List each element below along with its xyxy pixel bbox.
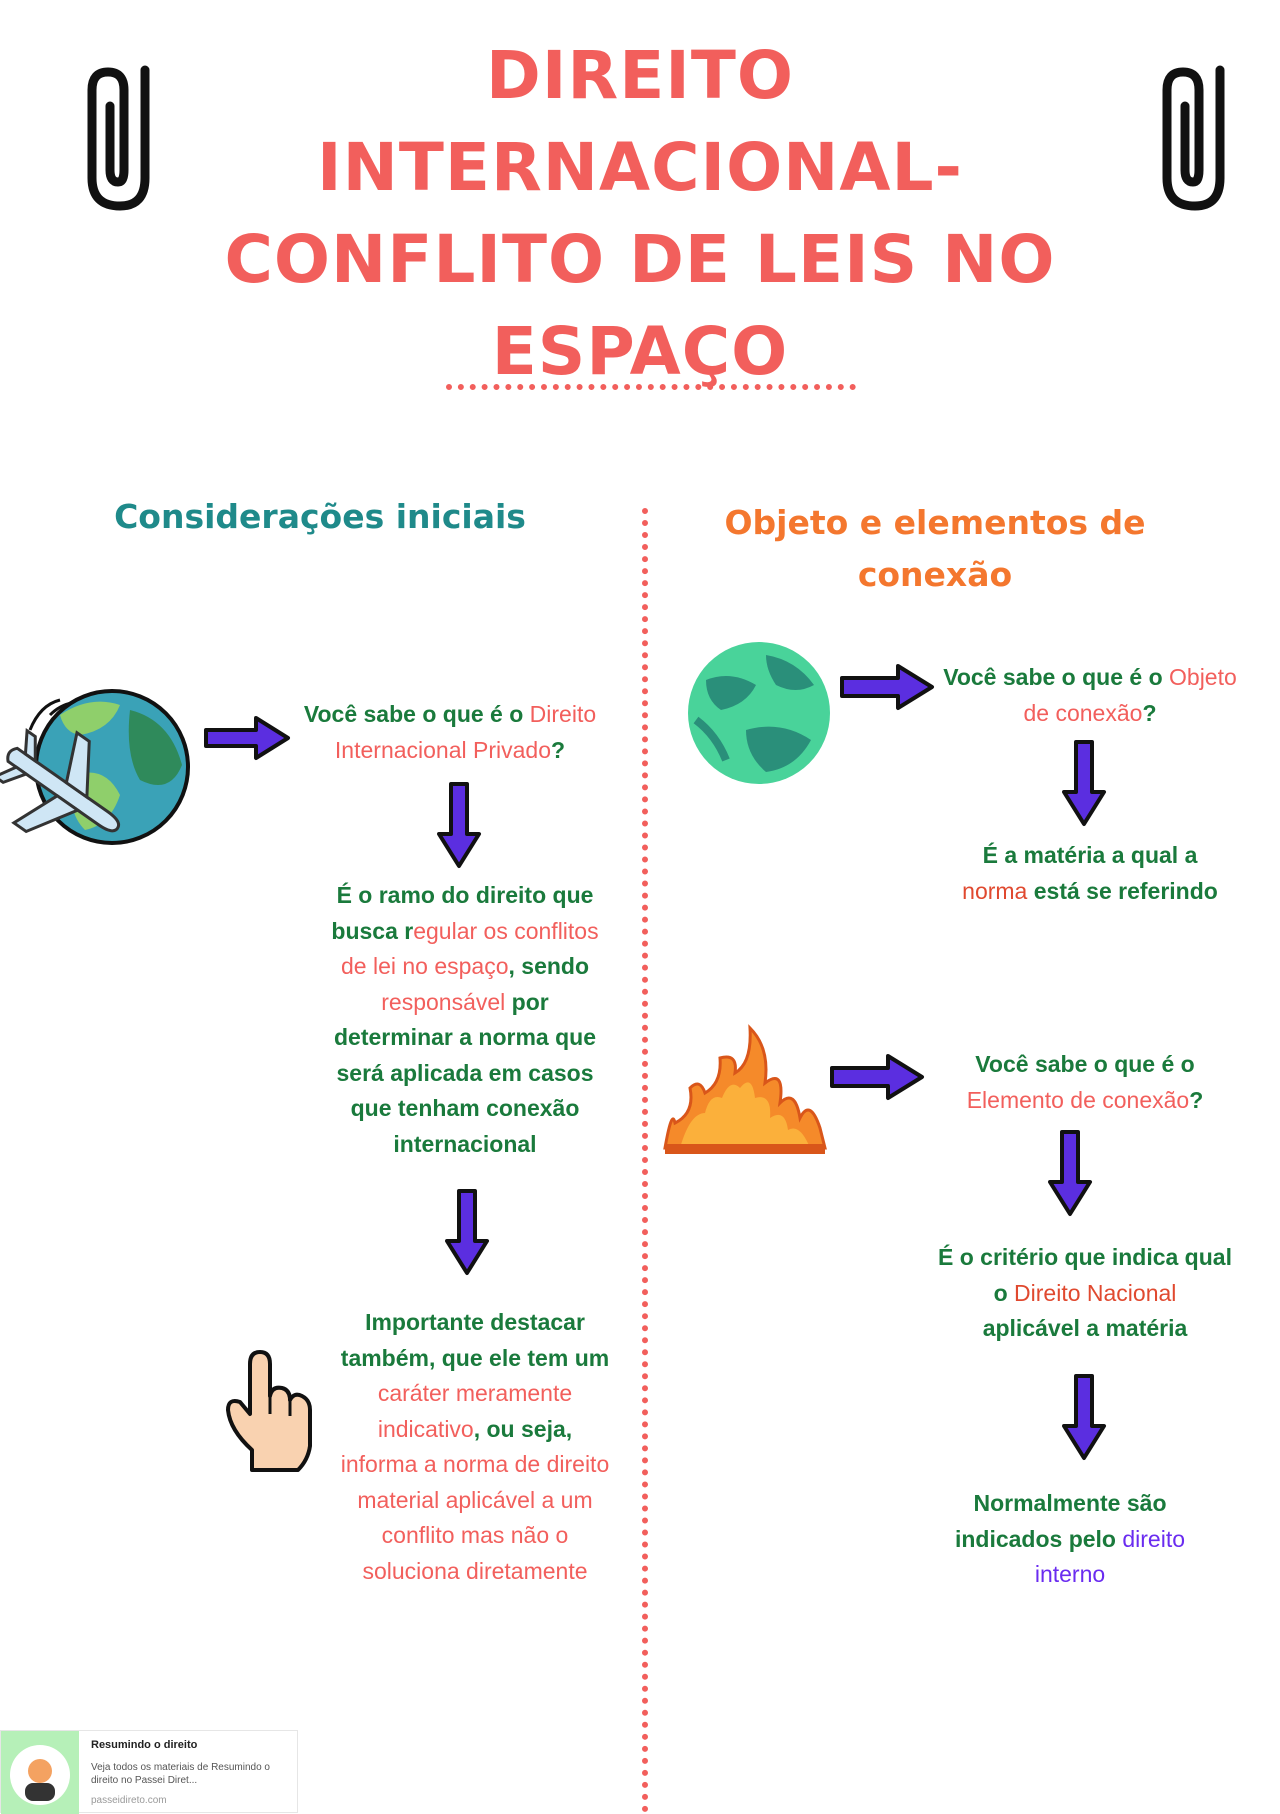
highlight: de conexão <box>1023 699 1143 726</box>
question-elemento <box>930 1047 1240 1118</box>
source-url: passeidireto.com <box>91 1795 167 1806</box>
globe-airplane-icon <box>0 685 195 870</box>
highlight: Objeto <box>1169 664 1237 690</box>
text-line <box>925 660 1255 696</box>
highlight: Direito Nacional <box>1014 1279 1177 1306</box>
highlight: norma <box>962 877 1028 904</box>
answer-objeto <box>930 838 1250 909</box>
text-line: interno <box>1034 1561 1106 1587</box>
text-line: É o ramo do direito que <box>336 882 594 908</box>
text-line: É o critério que indica qual <box>938 1244 1232 1270</box>
text-line <box>300 985 630 1021</box>
highlight: de lei no espaço <box>340 953 509 979</box>
text-line <box>920 1522 1220 1558</box>
heading-line: conexão <box>857 555 1013 594</box>
highlight: direito <box>1122 1525 1186 1552</box>
text: busca r <box>331 917 414 944</box>
text: Você sabe o que é o <box>303 701 530 727</box>
text-line: determinar a norma que <box>333 1024 597 1050</box>
question-objeto <box>925 660 1255 731</box>
text-line: internacional <box>393 1130 537 1157</box>
answer-dip <box>300 878 630 1162</box>
text: Você sabe o que é o <box>943 664 1170 690</box>
title-underline <box>446 384 856 390</box>
source-title: Resumindo o direito <box>91 1739 198 1751</box>
text-line: aplicável a matéria <box>982 1315 1188 1341</box>
text-line: também, que ele tem um <box>340 1344 610 1371</box>
page-title <box>220 30 1060 398</box>
title-line: ESPAÇO <box>491 313 789 390</box>
title-line: INTERNACIONAL- <box>317 129 963 206</box>
text: por <box>505 988 549 1015</box>
arrow-down-icon <box>1044 1128 1096 1220</box>
arrow-right-icon <box>838 660 938 715</box>
text-line: caráter meramente <box>377 1380 573 1406</box>
highlight: Direito <box>529 701 597 727</box>
text-line: conflito mas não o <box>381 1522 569 1548</box>
text: , ou seja, <box>473 1415 573 1442</box>
highlight: Internacional Privado <box>334 736 551 763</box>
answer-importante <box>315 1305 635 1589</box>
title-line: DIREITO <box>486 37 794 114</box>
source-card[interactable] <box>0 1730 298 1813</box>
text-line: É a matéria a qual a <box>982 842 1198 868</box>
heading-line: Objeto e elementos de <box>724 503 1146 542</box>
text-line: Normalmente são <box>973 1490 1167 1516</box>
column-divider <box>642 508 648 1813</box>
question-dip <box>280 697 620 768</box>
heading-consideracoes: Considerações iniciais <box>114 497 526 536</box>
arrow-down-icon <box>1058 738 1110 830</box>
text-line <box>280 733 620 769</box>
paperclip-icon <box>1155 60 1240 215</box>
text: o <box>993 1279 1015 1306</box>
text-line: será aplicada em casos <box>336 1059 594 1086</box>
source-thumbnail <box>1 1731 79 1814</box>
text: , sendo <box>508 953 590 979</box>
highlight: Elemento de conexão <box>966 1086 1190 1113</box>
answer-normalmente <box>920 1486 1220 1593</box>
source-description: Veja todos os materiais de Resumindo o direito no Passei Diret... <box>91 1762 270 1786</box>
answer-elemento <box>925 1240 1245 1347</box>
text-line: material aplicável a um <box>357 1486 593 1513</box>
text-line: Você sabe o que é o <box>975 1051 1195 1077</box>
text-line <box>315 1412 635 1448</box>
highlight: egular os conflitos <box>413 917 599 944</box>
highlight: indicativo <box>377 1415 474 1442</box>
arrow-down-icon <box>441 1187 493 1279</box>
text-line: que tenham conexão <box>350 1095 580 1121</box>
text-line <box>300 949 630 985</box>
highlight: responsável <box>381 988 506 1015</box>
text-line <box>280 697 620 733</box>
title-line: CONFLITO DE LEIS NO <box>224 221 1056 298</box>
text-line <box>930 874 1250 910</box>
text: indicados pelo <box>954 1525 1123 1552</box>
arrow-down-icon <box>433 780 485 872</box>
text: ? <box>1189 1086 1204 1113</box>
text-line <box>925 1276 1245 1312</box>
text-line: informa a norma de direito <box>340 1451 610 1477</box>
paperclip-icon <box>80 60 165 215</box>
pointing-hand-icon <box>222 1350 318 1480</box>
text: ? <box>551 736 566 763</box>
text-line: soluciona diretamente <box>362 1557 588 1584</box>
fire-icon <box>660 1018 830 1158</box>
planet-icon <box>686 640 832 786</box>
text-line <box>930 1083 1240 1119</box>
arrow-right-icon <box>828 1050 928 1105</box>
text: ? <box>1142 699 1157 726</box>
text-line: Importante destacar <box>365 1309 585 1335</box>
text: está se referindo <box>1027 877 1218 904</box>
text-line <box>925 696 1255 732</box>
heading-objeto-elementos <box>710 497 1160 601</box>
text-line <box>300 914 630 950</box>
arrow-down-icon <box>1058 1372 1110 1464</box>
